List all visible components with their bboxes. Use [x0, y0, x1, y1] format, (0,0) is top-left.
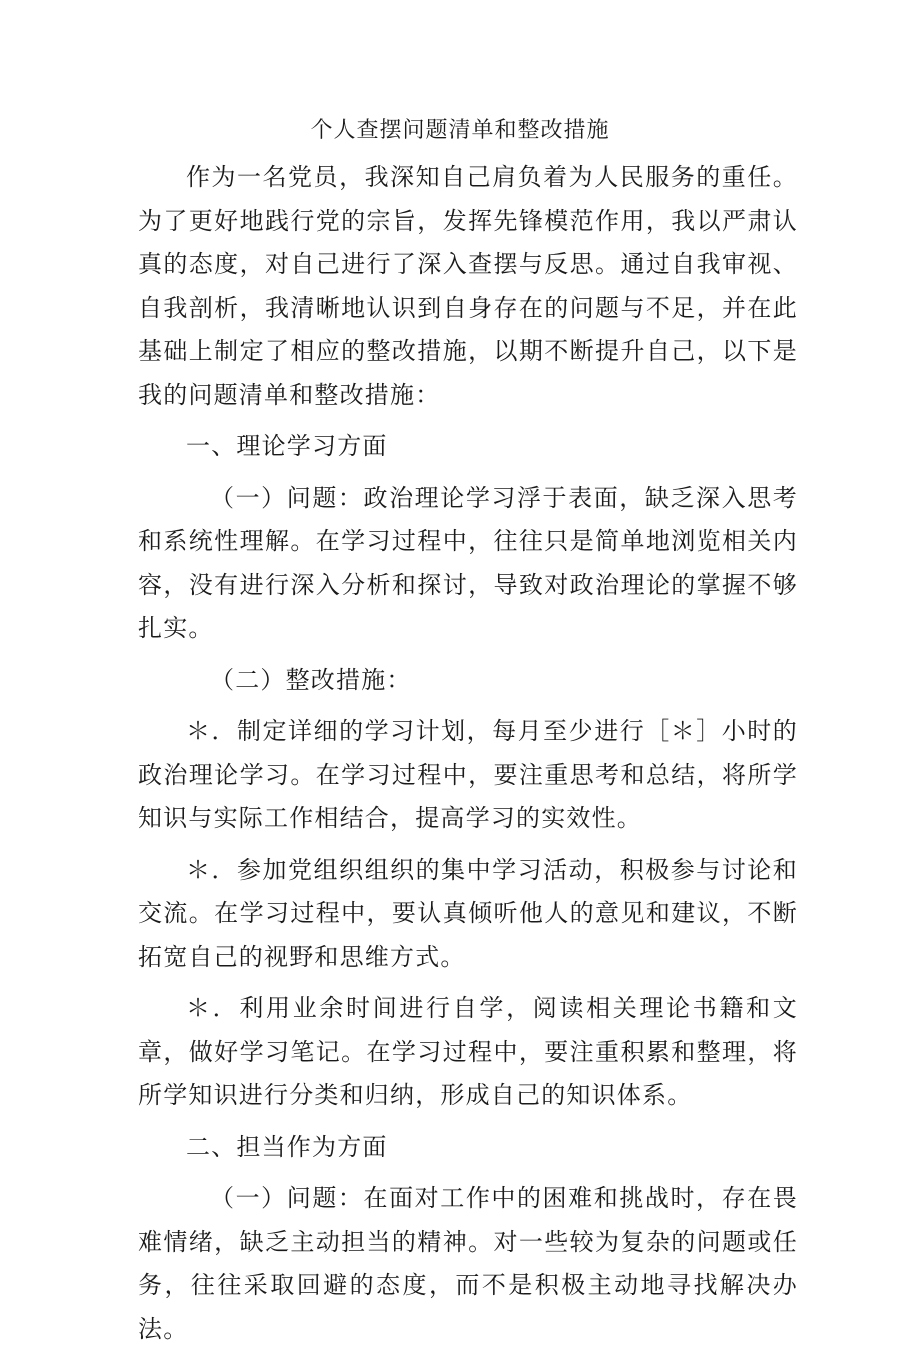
theory-measures-heading: （二）整改措施： — [210, 665, 412, 694]
theory-measure-item-3: ＊．利用业余时间进行自学，阅读相关理论书籍和文章，做好学习笔记。在学习过程中，要注重积累和整理，将所学知识进行分类和归纳，形成自己的知识体系。 — [138, 994, 798, 1109]
theory-measure-item-1: ＊．制定详细的学习计划，每月至少进行［＊］小时的政治理论学习。在学习过程中，要注重思考和总结，将所学知识与实际工作相结合，提高学习的实效性。 — [138, 717, 798, 832]
theory-problem-paragraph: （一）问题：政治理论学习浮于表面，缺乏深入思考和系统性理解。在学习过程中，往往只是简单地浏览相关内容，没有进行深入分析和探讨，导致对政治理论的掌握不够扎实。 — [138, 483, 798, 642]
responsibility-problem-paragraph: （一）问题：在面对工作中的困难和挑战时，存在畏难情绪，缺乏主动担当的精神。对一些较为复杂的问题或任务，往往采取回避的态度，而不是积极主动地寻找解决办法。 — [138, 1184, 798, 1343]
section-heading-responsibility: 二、担当作为方面 — [186, 1132, 388, 1161]
section-heading-theory: 一、理论学习方面 — [186, 432, 388, 460]
intro-paragraph: 作为一名党员，我深知自己肩负着为人民服务的重任。为了更好地践行党的宗旨，发挥先锋模范作用，我以严肃认真的态度，对自己进行了深入查摆与反思。通过自我审视、自我剖析，我清晰地认识到自身存在的问题与不足，并在此基础上制定了相应的整改措施，以期不断提升自己，以下是我的问题清单和整改措施： — [138, 163, 798, 409]
document-title: 个人查摆问题清单和整改措施 — [310, 118, 610, 143]
theory-measure-item-2: ＊．参加党组织组织的集中学习活动，积极参与讨论和交流。在学习过程中，要认真倾听他人的意见和建议，不断拓宽自己的视野和思维方式。 — [138, 855, 798, 971]
document-body — [138, 156, 798, 1351]
